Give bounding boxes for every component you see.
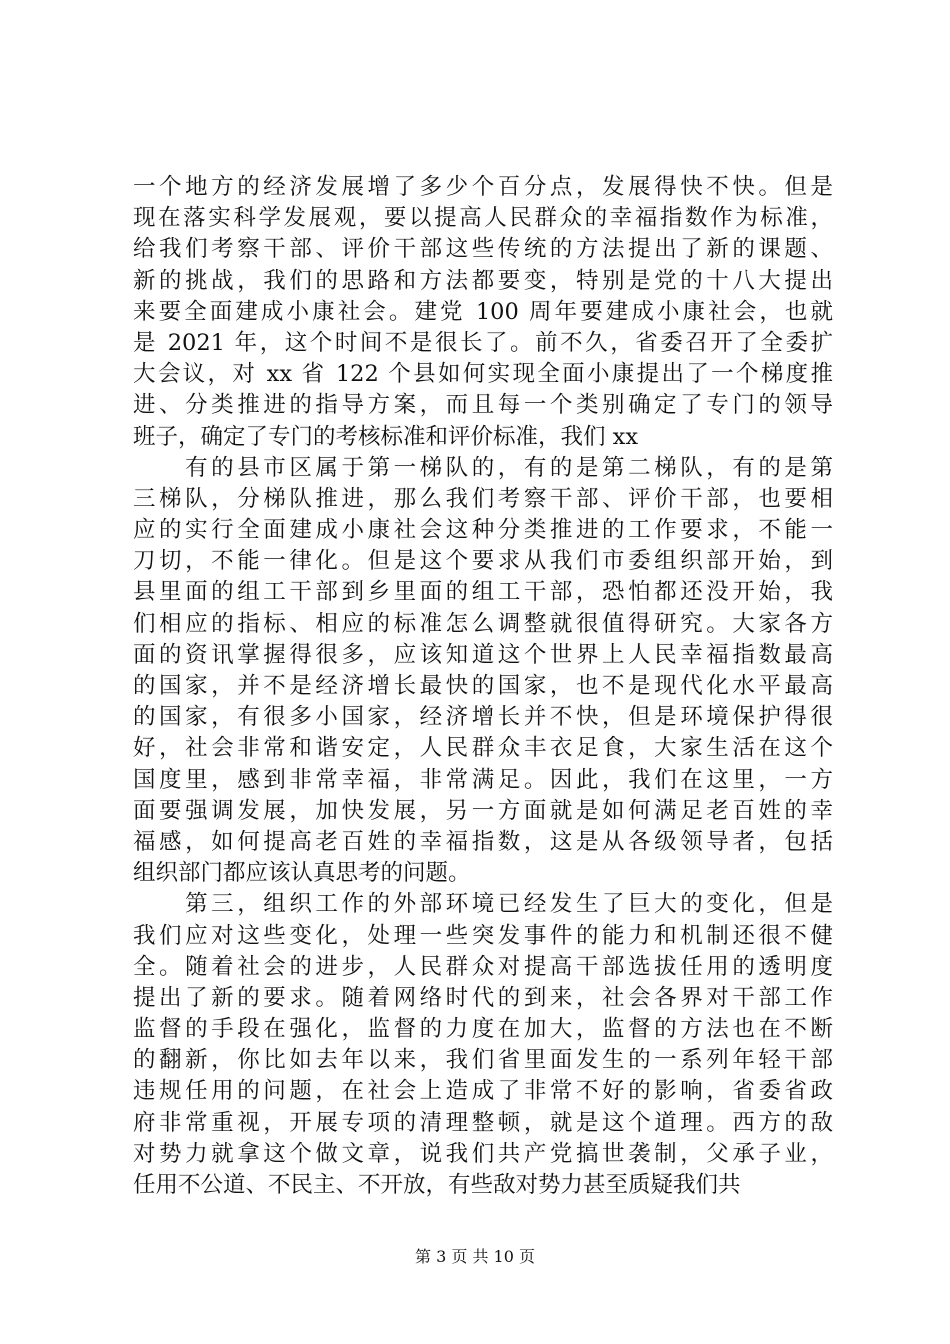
text-line: 面的资讯掌握得很多，应该知道这个世界上人民幸福指数最高 — [133, 641, 833, 668]
text-line: 第三，组织工作的外部环境已经发生了巨大的变化，但是 — [133, 891, 833, 918]
paragraph — [133, 453, 833, 890]
text-line: 的翻新，你比如去年以来，我们省里面发生的一系列年轻干部 — [133, 1047, 833, 1074]
text-line: 刀切，不能一律化。但是这个要求从我们市委组织部开始，到 — [133, 548, 833, 575]
text-line: 府非常重视，开展专项的清理整顿，就是这个道理。西方的敌 — [133, 1109, 833, 1136]
page-footer: 第 3 页 共 10 页 — [415, 1247, 535, 1266]
text-line: 一个地方的经济发展增了多少个百分点，发展得快不快。但是 — [133, 174, 833, 200]
text-line: 给我们考察干部、评价干部这些传统的方法提出了新的课题、 — [133, 236, 833, 263]
text-line: 好，社会非常和谐安定，人民群众丰衣足食，大家生活在这个 — [133, 735, 833, 762]
text-line: 违规任用的问题，在社会上造成了非常不好的影响，省委省政 — [133, 1078, 833, 1105]
text-line: 班子，确定了专门的考核标准和评价标准，我们 xx — [133, 423, 639, 450]
text-line: 面要强调发展，加快发展，另一方面就是如何满足老百姓的幸 — [133, 797, 833, 824]
text-line: 国度里，感到非常幸福，非常满足。因此，我们在这里，一方 — [133, 766, 833, 793]
text-line: 对势力就拿这个做文章，说我们共产党搞世袭制，父承子业， — [133, 1140, 833, 1167]
text-line: 县里面的组工干部到乡里面的组工干部，恐怕都还没开始，我 — [133, 579, 833, 606]
text-line: 来要全面建成小康社会。建党 100 周年要建成小康社会，也就 — [133, 298, 833, 325]
text-line: 三梯队，分梯队推进，那么我们考察干部、评价干部，也要相 — [133, 485, 833, 512]
text-line: 组织部门都应该认真思考的问题。 — [133, 860, 471, 887]
text-line: 是 2021 年，这个时间不是很长了。前不久，省委召开了全委扩 — [133, 329, 833, 356]
text-line: 的国家，有很多小国家，经济增长并不快，但是环境保护得很 — [133, 704, 833, 731]
text-line: 福感，如何提高老百姓的幸福指数，这是从各级领导者，包括 — [133, 828, 833, 855]
text-line: 任用不公道、不民主、不开放，有些敌对势力甚至质疑我们共 — [133, 1172, 741, 1198]
text-line: 的国家，并不是经济增长最快的国家，也不是现代化水平最高 — [133, 673, 833, 699]
text-line: 们相应的指标、相应的标准怎么调整就很值得研究。大家各方 — [133, 610, 833, 637]
paragraph — [133, 172, 833, 453]
text-line: 大会议，对 xx 省 122 个县如何实现全面小康提出了一个梯度推 — [133, 361, 833, 388]
text-line: 提出了新的要求。随着网络时代的到来，社会各界对干部工作 — [133, 984, 833, 1011]
text-line: 进、分类推进的指导方案，而且每一个类别确定了专门的领导 — [133, 392, 833, 419]
text-line: 全。随着社会的进步，人民群众对提高干部选拔任用的透明度 — [133, 953, 833, 980]
paragraph — [133, 889, 833, 1201]
text-line: 我们应对这些变化，处理一些突发事件的能力和机制还很不健 — [133, 922, 833, 949]
text-line: 现在落实科学发展观，要以提高人民群众的幸福指数作为标准， — [133, 205, 833, 232]
text-line: 监督的手段在强化，监督的力度在加大，监督的方法也在不断 — [133, 1016, 833, 1043]
text-line: 有的县市区属于第一梯队的，有的是第二梯队，有的是第 — [133, 454, 833, 481]
body-text — [133, 172, 833, 1201]
text-line: 新的挑战，我们的思路和方法都要变，特别是党的十八大提出 — [133, 267, 833, 294]
text-line: 应的实行全面建成小康社会这种分类推进的工作要求，不能一 — [133, 517, 833, 544]
